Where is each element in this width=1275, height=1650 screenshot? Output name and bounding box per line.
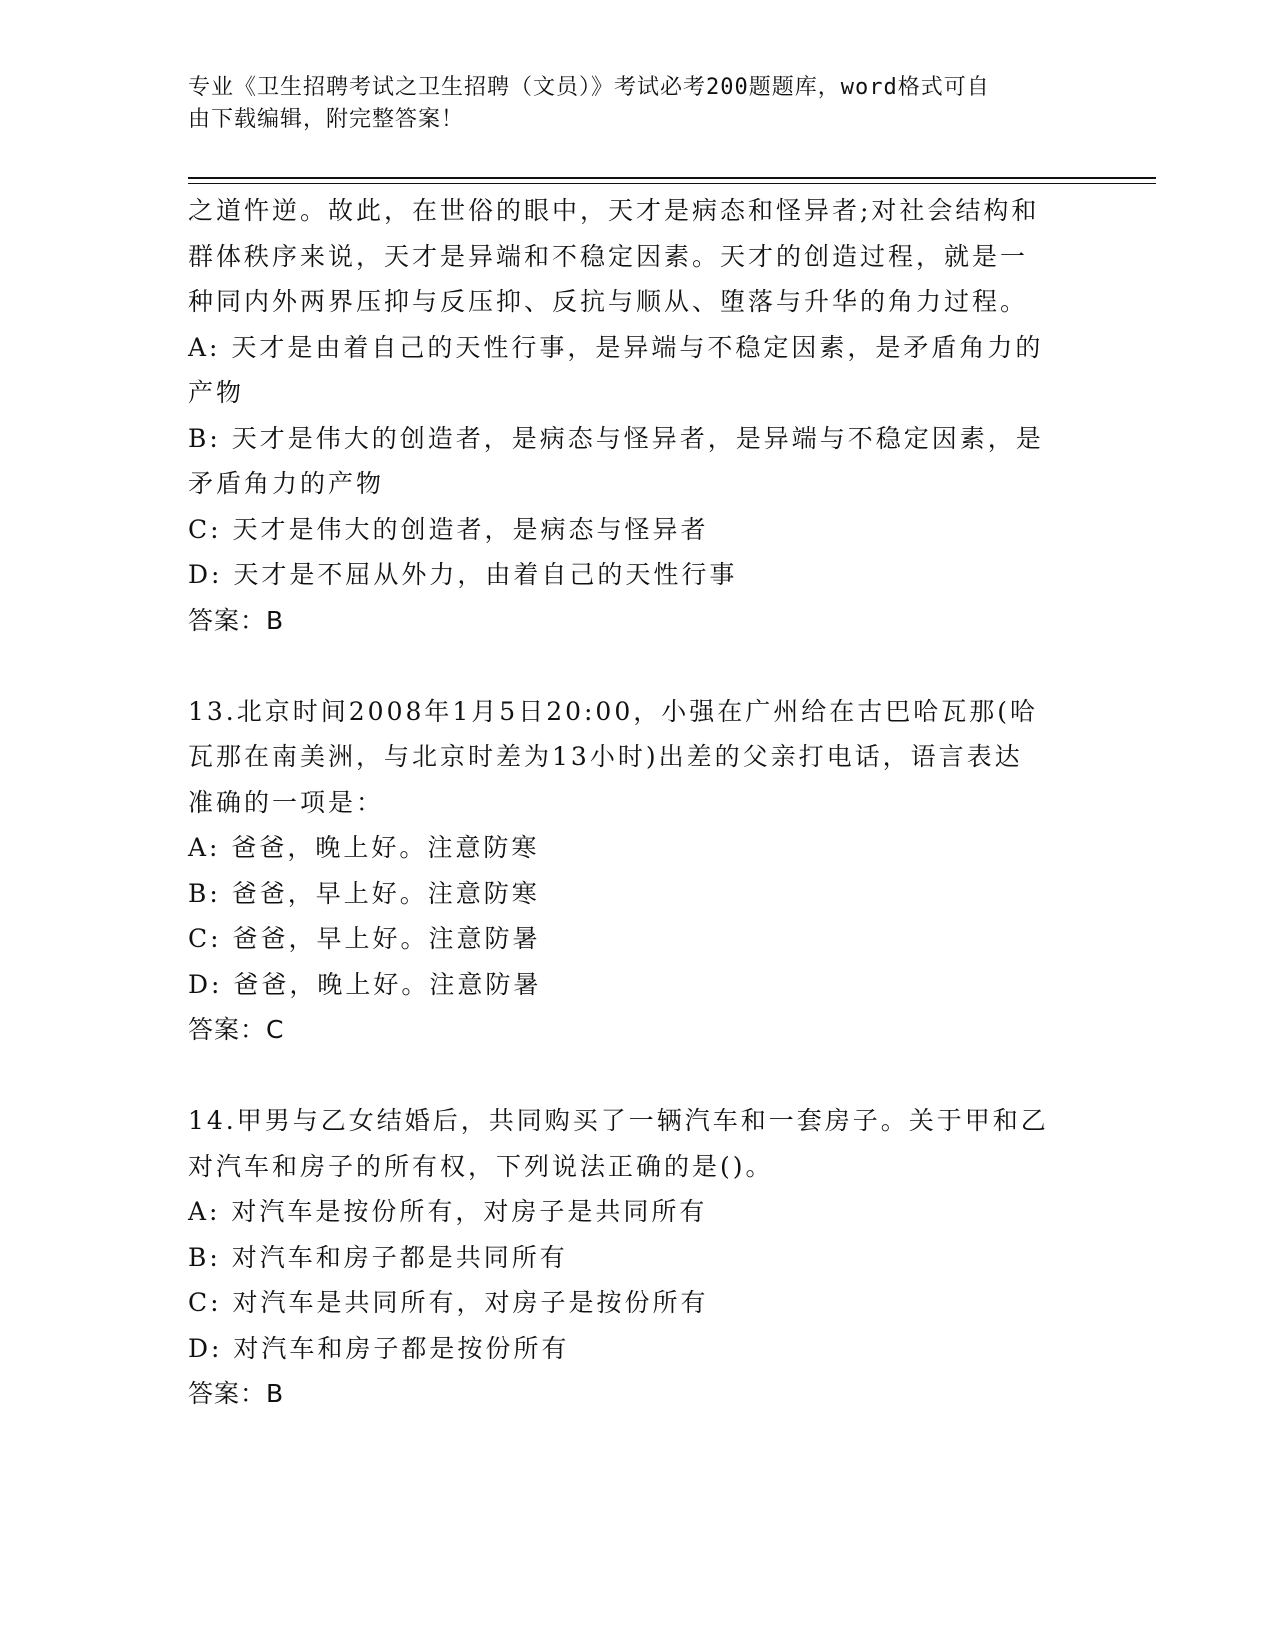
question-14-option-d: D: 对汽车和房子都是按份所有 — [188, 1333, 570, 1363]
question-12-stem-line-2: 群体秩序来说，天才是异端和不稳定因素。天才的创造过程，就是一 — [188, 241, 1029, 271]
question-12-answer: 答案：B — [188, 605, 285, 635]
question-12-stem-line-3: 种同内外两界压抑与反压抑、反抗与顺从、堕落与升华的角力过程。 — [188, 287, 1029, 316]
document-header — [188, 72, 1068, 136]
question-12-block — [188, 188, 1088, 643]
question-14-stem-line-1: 14.甲男与乙女结婚后，共同购买了一辆汽车和一套房子。关于甲和乙 — [188, 1106, 1049, 1135]
question-12-stem-line-1: 之道忤逆。故此，在世俗的眼中，天才是病态和怪异者;对社会结构和 — [188, 196, 1040, 225]
question-12-option-b-line-1: B: 天才是伟大的创造者，是病态与怪异者，是异端与不稳定因素，是 — [188, 423, 1044, 453]
question-content — [188, 188, 1088, 1417]
header-divider-thick — [188, 177, 1156, 179]
question-14-option-b: B: 对汽车和房子都是共同所有 — [188, 1242, 568, 1272]
question-12-option-d: D: 天才是不屈从外力，由着自己的天性行事 — [188, 560, 738, 589]
question-12-option-b-line-2: 矛盾角力的产物 — [188, 469, 385, 498]
question-13-block — [188, 689, 1088, 1053]
question-13-option-d: D: 爸爸，晚上好。注意防暑 — [188, 969, 542, 999]
question-12-option-c: C: 天才是伟大的创造者，是病态与怪异者 — [188, 514, 709, 544]
header-title-line-1: 专业《卫生招聘考试之卫生招聘（文员）》考试必考200题题库，word格式可自 — [188, 75, 990, 100]
question-13-stem-line-1: 13.北京时间2008年1月5日20:00，小强在广州给在古巴哈瓦那(哈 — [188, 696, 1038, 726]
question-14-answer: 答案：B — [188, 1379, 285, 1408]
question-14-block — [188, 1098, 1088, 1417]
question-13-stem-line-2: 瓦那在南美洲，与北京时差为13小时)出差的父亲打电话，语言表达 — [188, 742, 1023, 771]
question-12-option-a-line-1: A: 天才是由着自己的天性行事，是异端与不稳定因素，是矛盾角力的 — [188, 332, 1044, 362]
header-title-line-2: 由下载编辑，附完整答案！ — [188, 107, 465, 132]
question-13-option-a: A: 爸爸，晚上好。注意防寒 — [188, 833, 540, 862]
question-14-stem-line-2: 对汽车和房子的所有权，下列说法正确的是()。 — [188, 1151, 774, 1181]
question-12-option-a-line-2: 产物 — [188, 378, 245, 407]
question-13-stem-line-3: 准确的一项是： — [188, 787, 385, 817]
header-divider-thin — [188, 183, 1156, 184]
section-spacer — [188, 1053, 1088, 1099]
question-14-option-a: A: 对汽车是按份所有，对房子是共同所有 — [188, 1197, 708, 1226]
question-13-option-b: B: 爸爸，早上好。注意防寒 — [188, 878, 540, 908]
question-13-option-c: C: 爸爸，早上好。注意防暑 — [188, 924, 541, 953]
question-14-option-c: C: 对汽车是共同所有，对房子是按份所有 — [188, 1288, 709, 1317]
section-spacer — [188, 643, 1088, 689]
question-13-answer: 答案：C — [188, 1015, 285, 1044]
